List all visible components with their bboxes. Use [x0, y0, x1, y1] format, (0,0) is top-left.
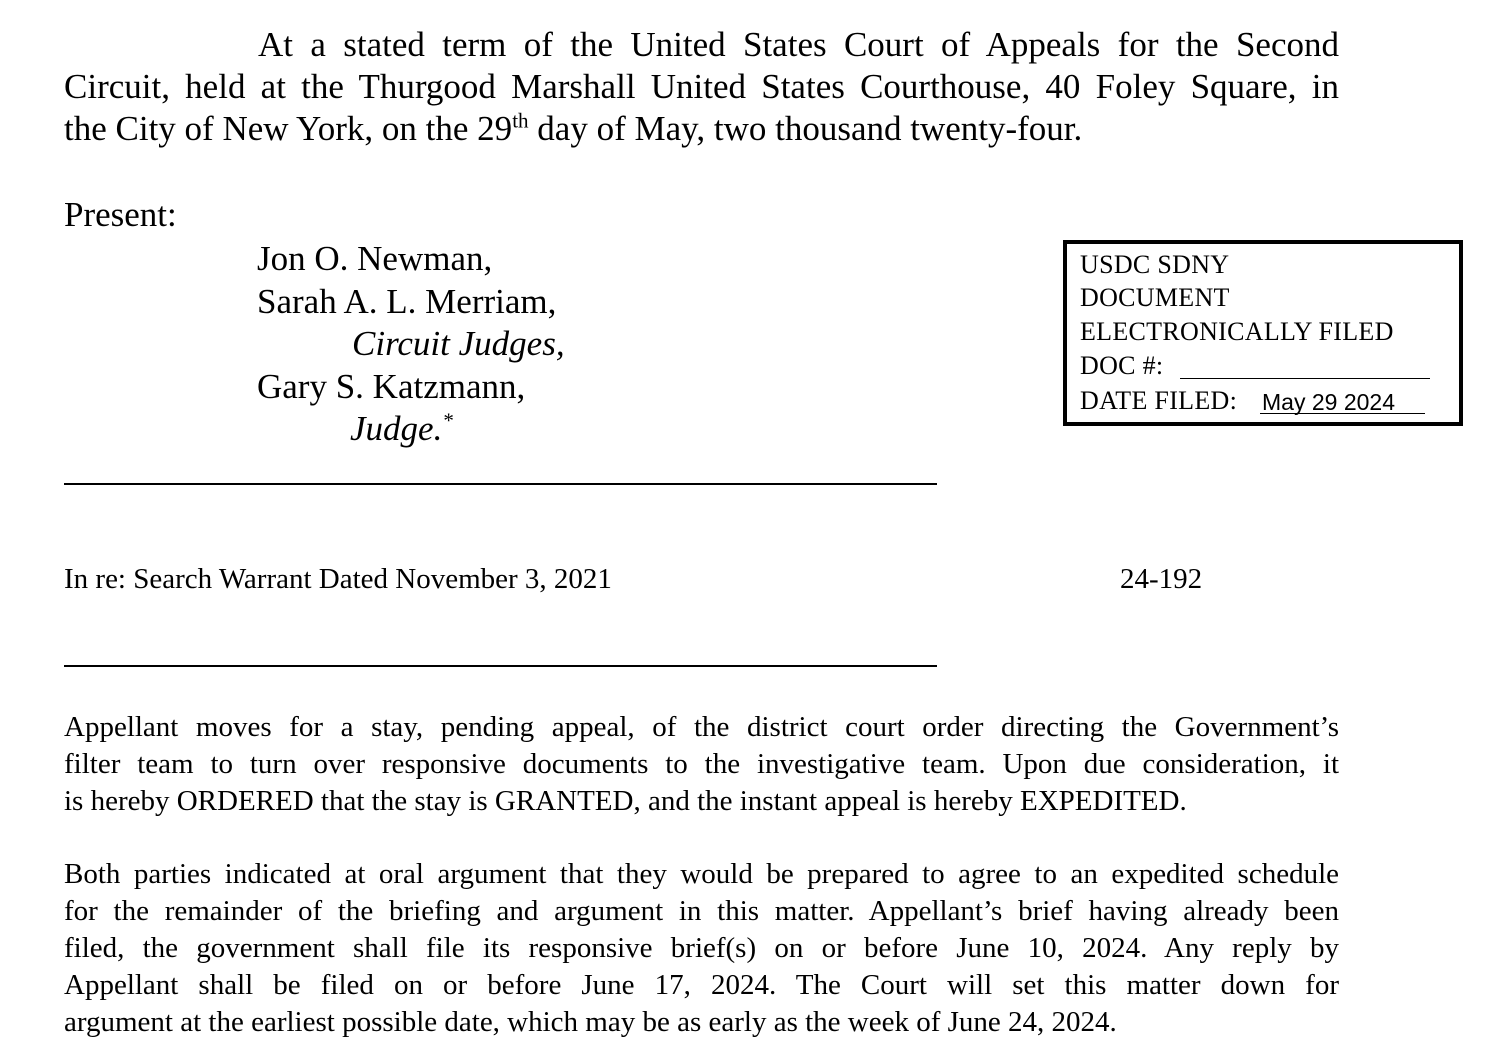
- stamp-doc-number-rule: [1180, 378, 1430, 379]
- judge-newman: Jon O. Newman,: [257, 239, 493, 278]
- role-circuit-judges: Circuit Judges,: [352, 324, 565, 363]
- order-p2-line-2: for the remainder of the briefing and argument in this matter. Appellant’s brief having already been: [64, 895, 1339, 927]
- judge-katzmann: Gary S. Katzmann,: [257, 367, 526, 406]
- intro-line-2: Circuit, held at the Thurgood Marshall United States Courthouse, 40 Foley Square, in: [64, 67, 1339, 106]
- ordinal-suffix: th: [512, 108, 529, 133]
- caption-top-rule: [64, 483, 937, 485]
- stamp-date-filed-label: DATE FILED:: [1080, 386, 1238, 415]
- order-p1-line-1: Appellant moves for a stay, pending appeal, of the district court order directing the Government’s: [64, 711, 1339, 743]
- footnote-marker: *: [442, 408, 453, 433]
- judge-merriam: Sarah A. L. Merriam,: [257, 282, 557, 321]
- present-label: Present:: [64, 195, 177, 234]
- order-p2-line-5: argument at the earliest possible date, which may be as early as the week of June 24, 2024.: [64, 1006, 1117, 1038]
- order-p1-line-3: is hereby ORDERED that the stay is GRANTED, and the instant appeal is hereby EXPEDITED.: [64, 785, 1187, 817]
- stamp-court: USDC SDNY: [1080, 250, 1230, 279]
- order-p2-line-1: Both parties indicated at oral argument that they would be prepared to agree to an expedited schedule: [64, 858, 1339, 890]
- case-caption: In re: Search Warrant Dated November 3, 2021: [64, 563, 612, 595]
- caption-bottom-rule: [64, 665, 937, 667]
- stamp-document: DOCUMENT: [1080, 283, 1230, 312]
- intro-line-3: the City of New York, on the 29th day of May, two thousand twenty-four.: [64, 108, 1083, 148]
- order-p2-line-3: filed, the government shall file its responsive brief(s) on or before June 10, 2024. Any reply by: [64, 932, 1339, 964]
- role-judge: Judge.*: [350, 408, 453, 448]
- intro-line-1: At a stated term of the United States Court of Appeals for the Second: [258, 25, 1339, 64]
- docket-number: 24-192: [1120, 563, 1203, 595]
- order-p2-line-4: Appellant shall be filed on or before June 17, 2024. The Court will set this matter down for: [64, 969, 1339, 1001]
- stamp-electronically-filed: ELECTRONICALLY FILED: [1080, 317, 1394, 346]
- stamp-doc-number-label: DOC #:: [1080, 351, 1164, 380]
- stamp-date-filed-value: May 29 2024: [1262, 389, 1395, 415]
- order-p1-line-2: filter team to turn over responsive documents to the investigative team. Upon due consideration, it: [64, 748, 1339, 780]
- stamp-date-rule: [1260, 413, 1425, 414]
